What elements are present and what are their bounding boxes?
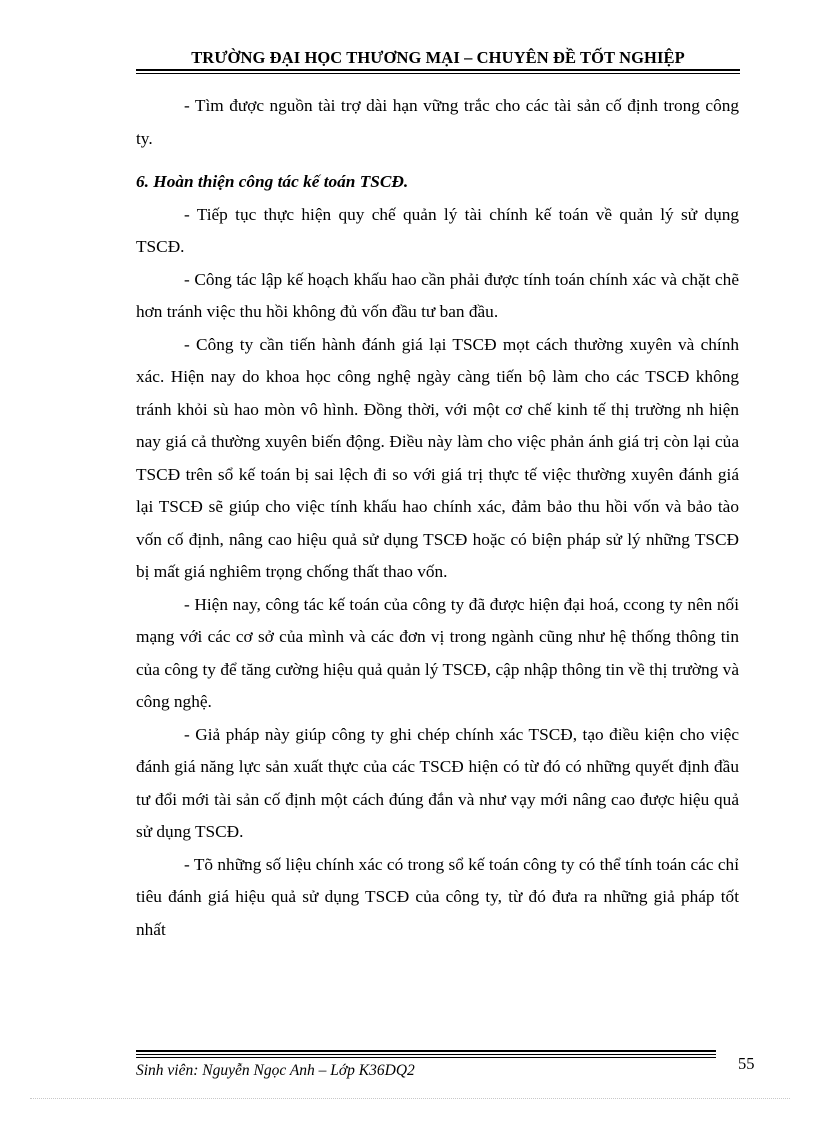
footer-rule-thin-2 (136, 1057, 716, 1058)
paragraph-4: - Hiện nay, công tác kế toán của công ty đã được hiện đại hoá, ccong ty nên nối mạng với các cơ sở của mình và các đơn vị trong ngành cũng như hệ thống thông tin của công ty để tăng cường hiệu quả quản lý TSCĐ, cập nhập thông tin về thị trường và công nghệ. (136, 594, 739, 711)
page-bottom-divider (30, 1098, 790, 1099)
section-heading: 6. Hoàn thiện công tác kế toán TSCĐ. (136, 172, 409, 191)
footer-student-info: Sinh viên: Nguyễn Ngọc Anh – Lớp K36DQ2 (136, 1062, 415, 1079)
footer-rule-thick (136, 1050, 716, 1052)
paragraph-3: - Công ty cần tiến hành đánh giá lại TSCĐ mọt cách thường xuyên và chính xác. Hiện nay do khoa học công nghệ ngày càng tiến bộ làm cho các TSCĐ không tránh khỏi sù hao mòn vô hình. Đồng thời, với một cơ chế kinh tế thị trường nh hiện nay giá cả thường xuyên biến động. Điều này làm cho việc phản ánh giá trị còn lại của TSCĐ trên sổ kế toán bị sai lệch đi so với giá trị thực tế việc thường xuyên đánh giá lại TSCĐ sẽ giúp cho việc tính khấu hao chính xác, đảm bảo thu hồi vốn và bảo tào vốn cố định, nâng cao hiệu quả sử dụng TSCĐ hoặc có biện pháp sử lý những TSCĐ bị mất giá nghiêm trọng chống thất thao vốn. (136, 334, 739, 581)
header-rule-thin (136, 73, 740, 74)
paragraph-2: - Công tác lập kế hoạch khấu hao cần phải được tính toán chính xác và chặt chẽ hơn tránh việc thu hồi không đủ vốn đầu tư ban đầu. (136, 269, 739, 321)
page-header-title: TRƯỜNG ĐẠI HỌC THƯƠNG MẠI – CHUYÊN ĐỀ TỐT NGHIỆP (191, 48, 685, 67)
paragraph-5: - Giả pháp này giúp công ty ghi chép chính xác TSCĐ, tạo điều kiện cho việc đánh giá năng lực sản xuất thực của các TSCĐ hiện có từ đó có những quyết định đầu tư đổi mới tài sản cố định một cách đúng đắn và như vạy mới nâng cao được hiệu quả sử dụng TSCĐ. (136, 724, 739, 841)
intro-paragraph: - Tìm được nguồn tài trợ dài hạn vững trắc cho các tài sản cố định trong công ty. (136, 96, 739, 148)
page-number: 55 (738, 1054, 755, 1073)
paragraph-1: - Tiếp tục thực hiện quy chế quản lý tài chính kế toán về quản lý sử dụng TSCĐ. (136, 204, 739, 256)
paragraph-6: - Tõ những số liệu chính xác có trong sổ kế toán công ty có thể tính toán các chỉ tiêu đánh giá hiệu quả sử dụng TSCĐ của công ty, từ đó đưa ra những giả pháp tốt nhất (136, 854, 739, 939)
header-rule-thick (136, 69, 740, 71)
main-content (136, 90, 739, 946)
footer-rule-thin (136, 1054, 716, 1055)
